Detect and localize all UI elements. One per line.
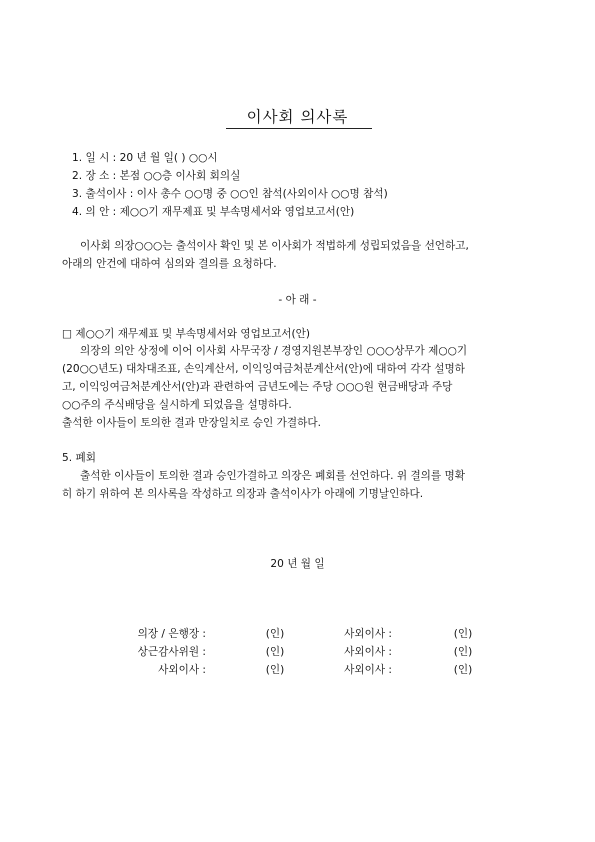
info-agenda: 4. 의 안 : 제○○기 재무제표 및 부속명세서와 영업보고서(안)	[72, 206, 355, 218]
signature-left-seal: (인)	[265, 646, 285, 658]
document-title: 이사회 의사록	[246, 108, 349, 126]
signature-left-role: 상근감사위원 :	[137, 646, 206, 658]
agenda-line: 고, 이익잉여금처분계산서(안)과 관련하여 금년도에는 주당 ○○○원 현금배당과 주당	[62, 381, 453, 393]
date-line: 20 년 월 일	[270, 558, 325, 570]
signature-right-seal: (인)	[453, 628, 473, 640]
intro-line: 아래의 안건에 대하여 심의와 결의를 요청하다.	[62, 258, 277, 270]
signature-left-role: 의장 / 은행장 :	[137, 628, 206, 640]
signature-right-seal: (인)	[453, 646, 473, 658]
intro-line: 이사회 의장○○○는 출석이사 확인 및 본 이사회가 적법하게 성립되었음을 선언하고,	[80, 240, 469, 252]
signature-left-role: 사외이사 :	[158, 664, 206, 676]
agenda-line: (20○○년도) 대차대조표, 손익계산서, 이익잉여금처분계산서(안)에 대하여 각각 설명하	[62, 363, 465, 375]
signature-left-seal: (인)	[265, 628, 285, 640]
closing-line: 출석한 이사들이 토의한 결과 승인가결하고 의장은 폐회를 선언하다. 위 결의를 명확	[80, 470, 465, 482]
agenda-line: 출석한 이사들이 토의한 결과 만장일치로 승인 가결하다.	[62, 417, 321, 429]
closing-line: 히 하기 위하여 본 의사록을 작성하고 의장과 출석이사가 아래에 기명날인하다.	[62, 488, 424, 500]
agenda-heading: □ 제○○기 재무제표 및 부속명세서와 영업보고서(안)	[62, 328, 311, 340]
signature-right-role: 사외이사 :	[344, 628, 392, 640]
info-location: 2. 장 소 : 본점 ○○층 이사회 회의실	[72, 170, 241, 182]
signature-right-seal: (인)	[453, 664, 473, 676]
agenda-line: 의장의 의안 상정에 이어 이사회 사무국장 / 경영지원본부장인 ○○○상무가 제○○기	[80, 345, 468, 357]
info-attendance: 3. 출석이사 : 이사 총수 ○○명 중 ○○인 참석(사외이사 ○○명 참석)	[72, 188, 388, 200]
info-datetime: 1. 일 시 : 20 년 월 일( ) ○○시	[72, 152, 218, 164]
signature-right-role: 사외이사 :	[344, 646, 392, 658]
signature-left-seal: (인)	[265, 664, 285, 676]
title-underline	[226, 128, 372, 129]
closing-heading: 5. 폐회	[62, 452, 96, 464]
signature-right-role: 사외이사 :	[344, 664, 392, 676]
below-marker: - 아 래 -	[278, 294, 317, 306]
agenda-line: ○○주의 주식배당을 실시하게 되었음을 설명하다.	[62, 399, 292, 411]
